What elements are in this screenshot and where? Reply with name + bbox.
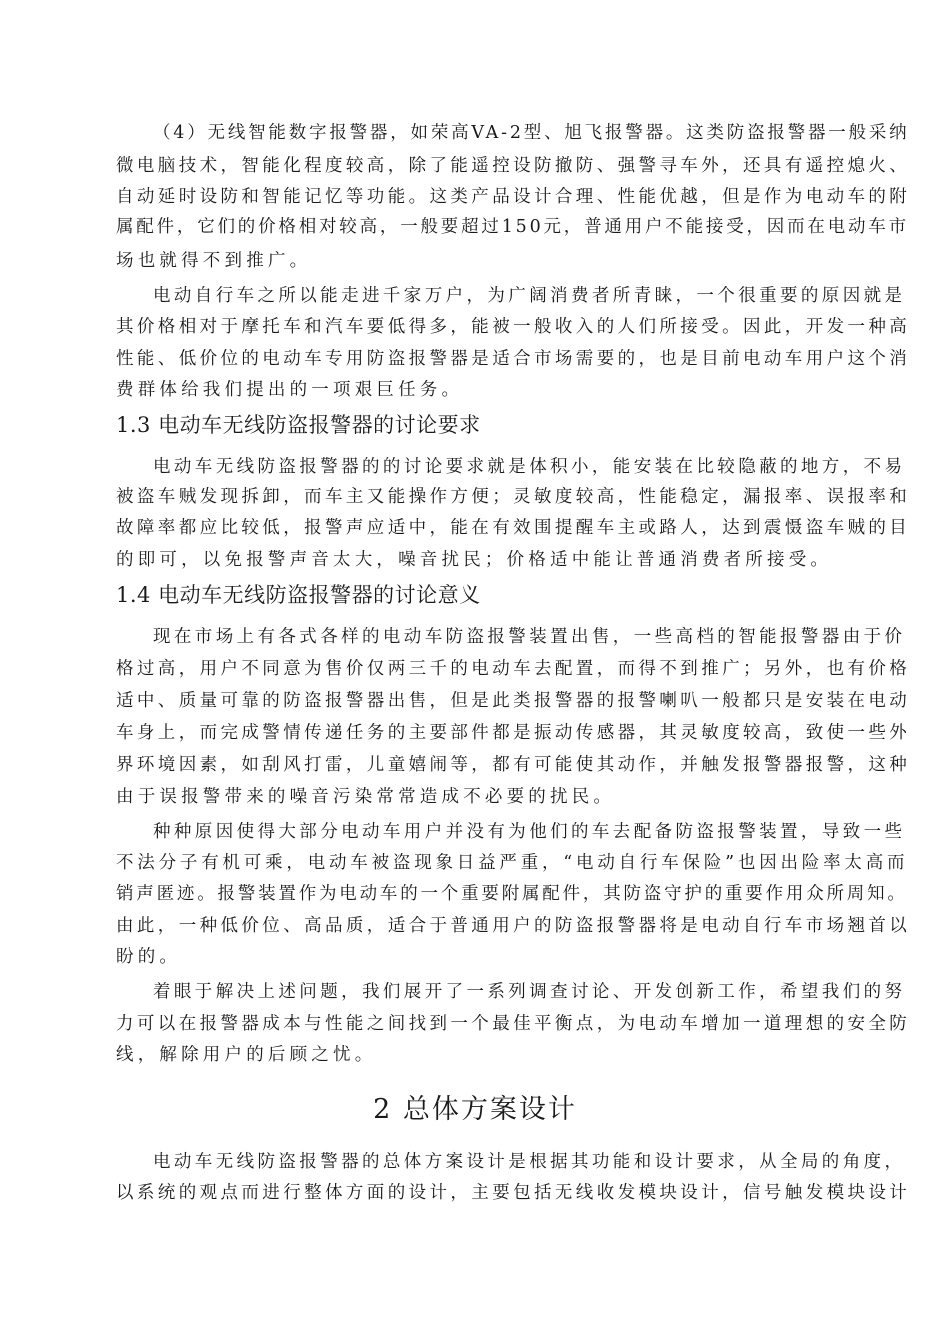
- paragraph-line: 由此，一种低价位、高品质，适合于普通用户的防盗报警器将是电动自行车市场翘首以: [116, 916, 911, 936]
- paragraph-line: 盼的。: [116, 947, 182, 967]
- paragraph-line: 费群体给我们提出的一项艰巨任务。: [116, 380, 464, 400]
- paragraph-line: 线，解除用户的后顾之忧。: [116, 1045, 377, 1065]
- paragraph-line: 故障率都应比较低，报警声应适中，能在有效围提醒车主或路人，达到震慑盗车贼的目: [116, 518, 911, 538]
- paragraph-line: 其价格相对于摩托车和汽车要低得多，能被一般收入的人们所接受。因此，开发一种高: [116, 317, 911, 337]
- paragraph-line: 界环境因素，如刮风打雷，儿童嬉闹等，都有可能使其动作，并触发报警器报警，这种: [116, 755, 911, 775]
- section-heading: 1.4 电动车无线防盗报警器的讨论意义: [116, 583, 481, 607]
- paragraph-line: 电动自行车之所以能走进千家万户，为广阔消费者所青睐，一个很重要的原因就是: [153, 286, 906, 306]
- paragraph-line: 力可以在报警器成本与性能之间找到一个最佳平衡点，为电动车增加一道理想的安全防: [116, 1014, 911, 1034]
- paragraph-line: 微电脑技术，智能化程度较高，除了能遥控设防撤防、强警寻车外，还具有遥控熄火、: [116, 156, 911, 176]
- paragraph-line: 电动车无线防盗报警器的的讨论要求就是体积小，能安装在比较隐蔽的地方，不易: [153, 457, 906, 477]
- paragraph-line: 适中、质量可靠的防盗报警器出售，但是此类报警器的报警喇叭一般都只是安装在电动: [116, 691, 911, 711]
- paragraph-line: 格过高，用户不同意为售价仅两三千的电动车去配置，而得不到推广；另外，也有价格: [116, 659, 911, 679]
- paragraph-line: 自动延时设防和智能记忆等功能。这类产品设计合理、性能优越，但是作为电动车的附: [116, 187, 911, 207]
- paragraph-line: 现在市场上有各式各样的电动车防盗报警装置出售，一些高档的智能报警器由于价: [153, 627, 906, 647]
- paragraph-line: 属配件，它们的价格相对较高，一般要超过150元，普通用户不能接受，因而在电动车市: [116, 217, 909, 237]
- paragraph-line: 着眼于解决上述问题，我们展开了一系列调查讨论、开发创新工作，希望我们的努: [153, 982, 906, 1002]
- chapter-heading: 2 总体方案设计: [373, 1094, 577, 1125]
- paragraph-line: 由于误报警带来的噪音污染常常造成不必要的扰民。: [116, 787, 616, 807]
- section-heading: 1.3 电动车无线防盗报警器的讨论要求: [116, 413, 481, 437]
- paragraph-line: 性能、低价位的电动车专用防盗报警器是适合市场需要的，也是目前电动车用户这个消: [116, 349, 911, 369]
- paragraph-line: 车身上，而完成警情传递任务的主要部件都是振动传感器，其灵敏度较高，致使一些外: [116, 723, 911, 743]
- paragraph-line: 种种原因使得大部分电动车用户并没有为他们的车去配备防盗报警装置，导致一些: [153, 822, 906, 842]
- paragraph-line: 不法分子有机可乘，电动车被盗现象日益严重，“电动自行车保险”也因出险率太高而: [116, 853, 909, 873]
- paragraph-line: 电动车无线防盗报警器的总体方案设计是根据其功能和设计要求，从全局的角度，: [153, 1152, 906, 1172]
- paragraph-line: （4）无线智能数字报警器，如荣高VA-2型、旭飞报警器。这类防盗报警器一般采纳: [153, 123, 910, 143]
- paragraph-line: 销声匿迹。报警装置作为电动车的一个重要附属配件，其防盗守护的重要作用众所周知。: [116, 884, 908, 904]
- paragraph-line: 以系统的观点而进行整体方面的设计，主要包括无线收发模块设计，信号触发模块设计: [116, 1183, 911, 1203]
- paragraph-line: 场也就得不到推广。: [116, 251, 312, 271]
- paragraph-line: 的即可，以免报警声音太大，噪音扰民；价格适中能让普通消费者所接受。: [116, 550, 833, 570]
- paragraph-line: 被盗车贼发现拆卸，而车主又能操作方便；灵敏度较高，性能稳定，漏报率、误报率和: [116, 487, 911, 507]
